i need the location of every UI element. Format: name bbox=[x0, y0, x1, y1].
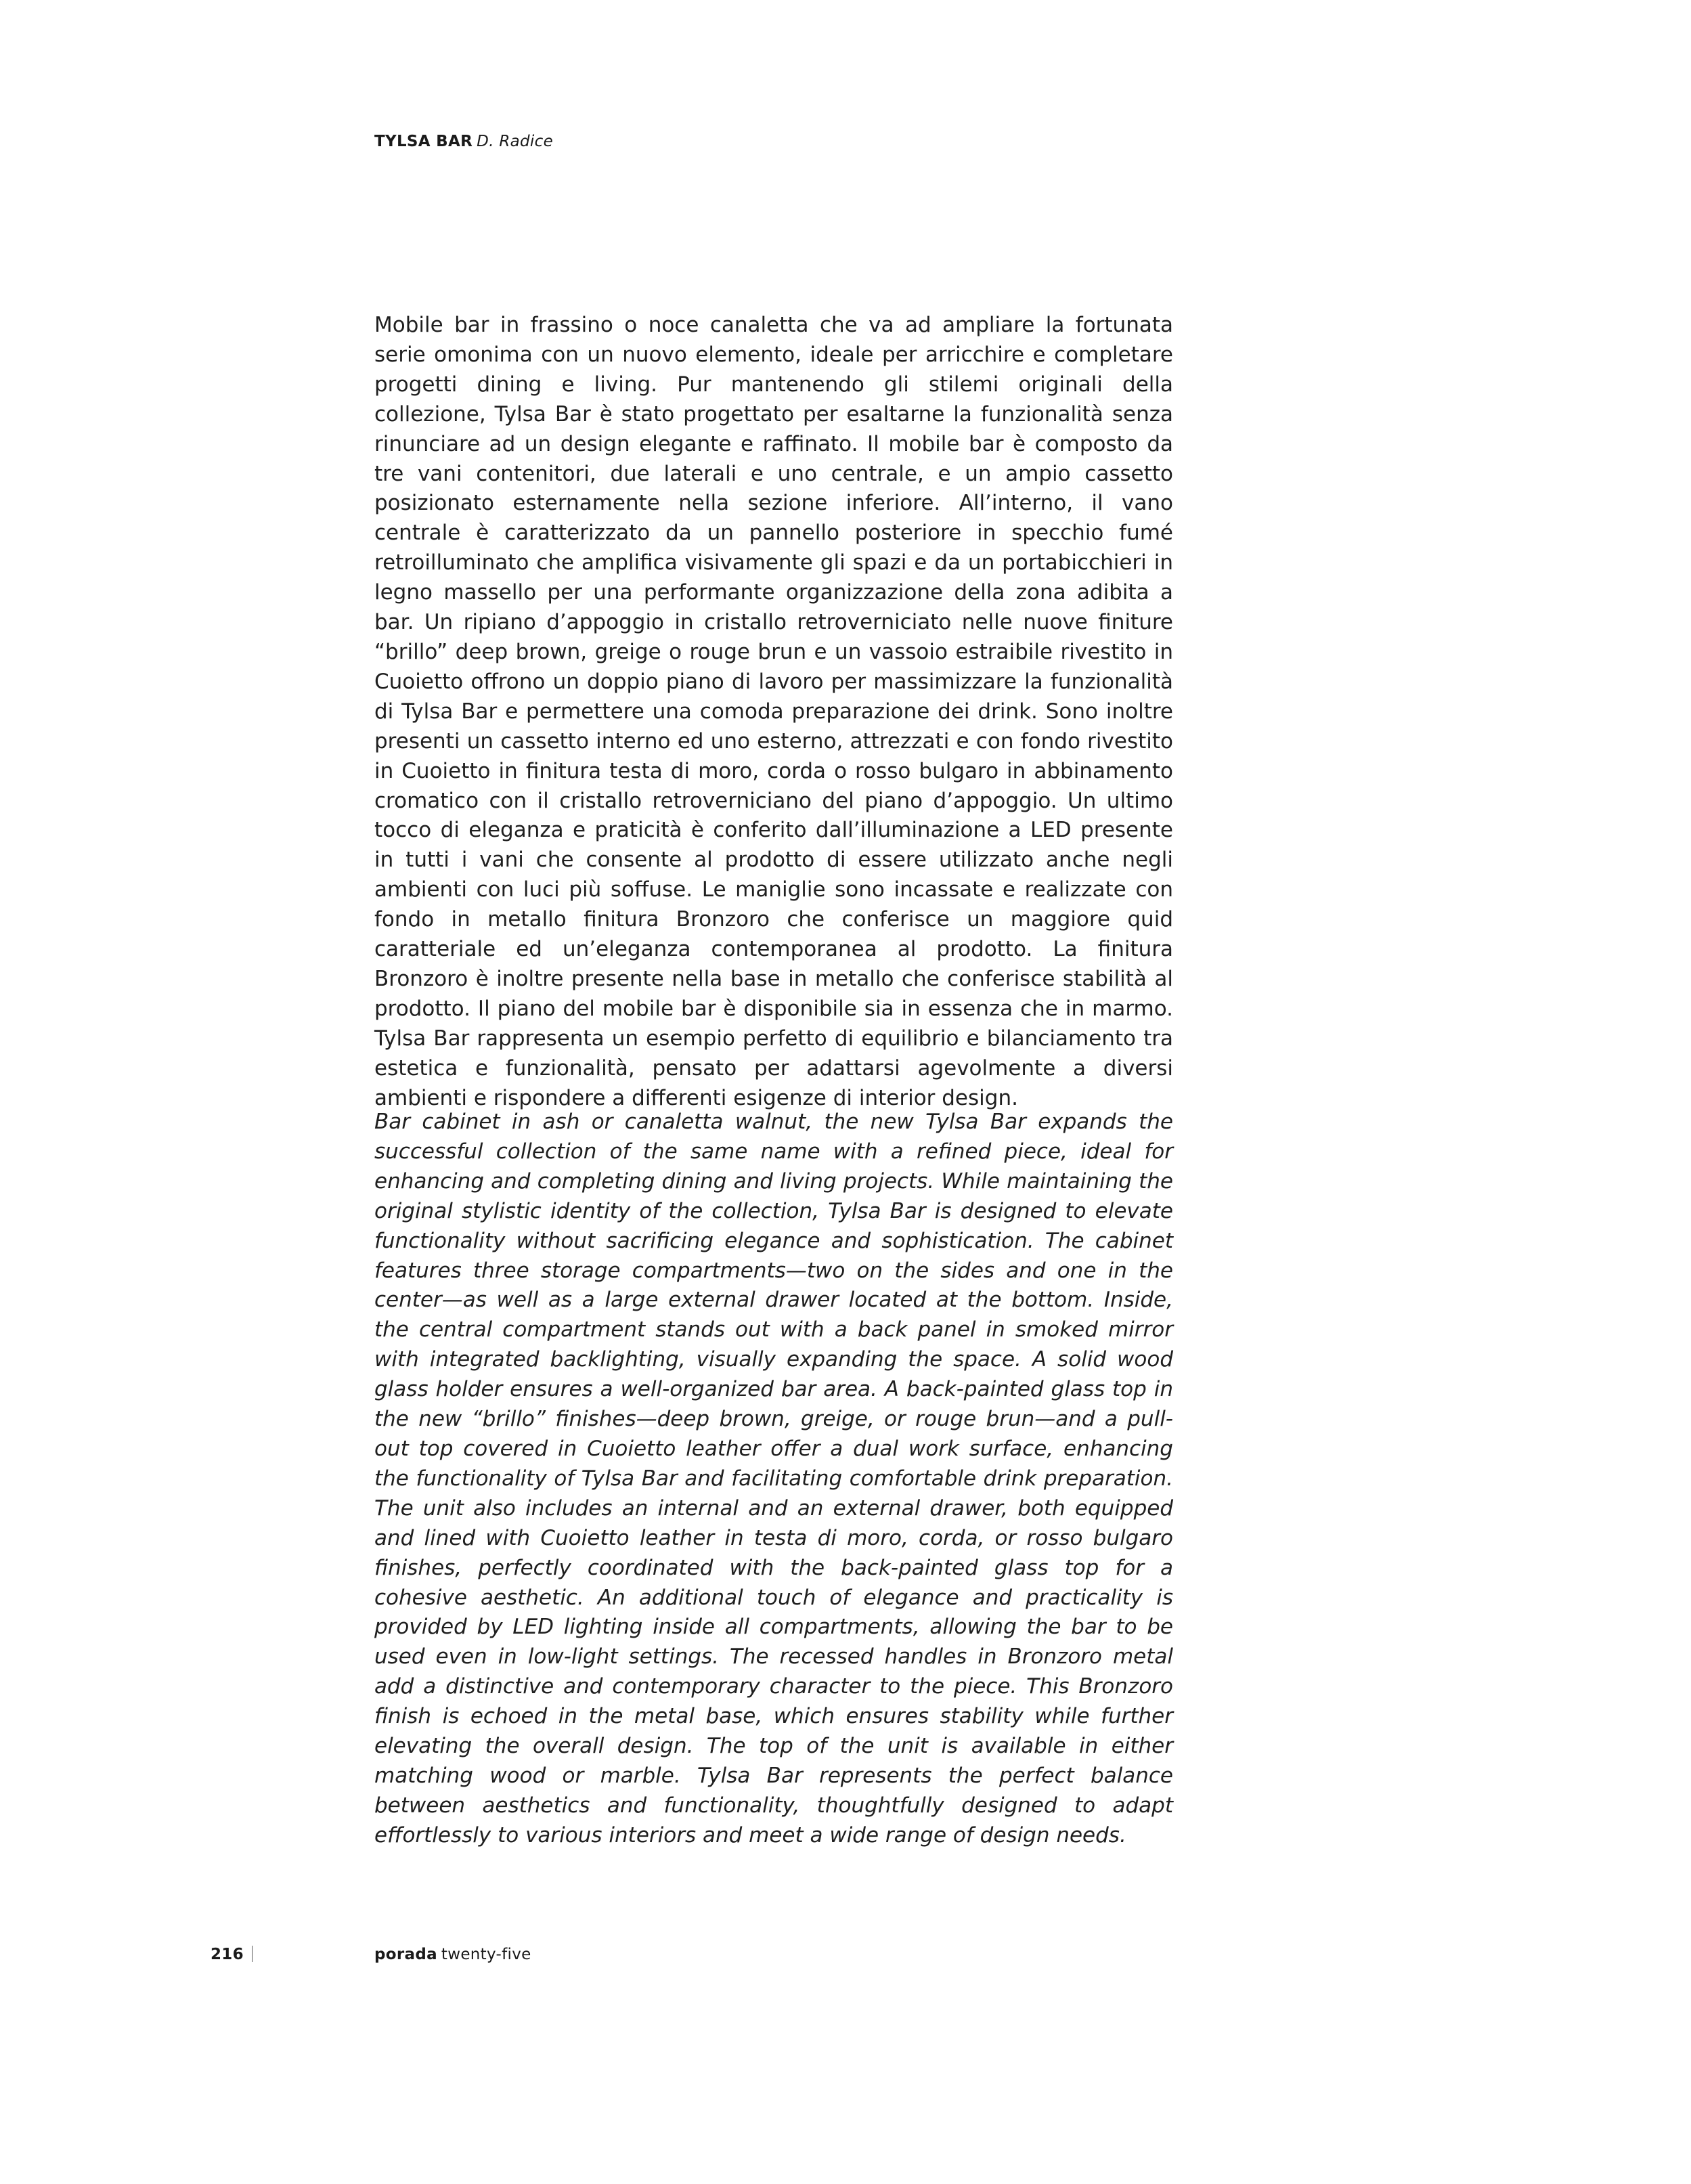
page-number: 216 bbox=[211, 1946, 244, 1963]
edition-label: twenty-five bbox=[441, 1946, 531, 1963]
product-title: TYLSA BAR bbox=[374, 133, 473, 150]
designer-name: D. Radice bbox=[477, 133, 554, 150]
brand-name: porada bbox=[374, 1946, 437, 1963]
page-header bbox=[374, 133, 553, 150]
footer-brand bbox=[374, 1946, 531, 1963]
italian-description: Mobile bar in frassino o noce canaletta che va ad ampliare la fortunata serie omonima con un nuovo elemento, ideale per arricchire e completare progetti dining e living. Pur mantenendo gli stilemi originali della collezione, Tylsa Bar è stato progettato per esaltarne la funzionalità senza rinunciare ad un design elegante e raffinato. Il mobile bar è composto da tre vani contenitori, due laterali e uno centrale, e un ampio cassetto posizionato esternamente nella sezione inferiore. All’interno, il vano centrale è caratterizzato da un pannello posteriore in specchio fumé retroilluminato che amplifica visivamente gli spazi e da un portabicchieri in legno massello per una performante organizzazione della zona adibita a bar. Un ripiano d’appoggio in cristallo retroverniciato nelle nuove finiture “brillo” deep brown, greige o rouge brun e un vassoio estraibile rivestito in Cuoietto offrono un doppio piano di lavoro per massimizzare la funzionalità di Tylsa Bar e permettere una comoda preparazione dei drink. Sono inoltre presenti un cassetto interno ed uno esterno, attrezzati e con fondo rivestito in Cuoietto in finitura testa di moro, corda o rosso bulgaro in abbinamento cromatico con il cristallo retroverniciano del piano d’appoggio. Un ultimo tocco di eleganza e praticità è conferito dall’illuminazione a LED presente in tutti i vani che consente al prodotto di essere utilizzato anche negli ambienti con luci più soffuse. Le maniglie sono incassate e realizzate con fondo in metallo finitura Bronzoro che conferisce un maggiore quid caratteriale ed un’eleganza contemporanea al prodotto. La finitura Bronzoro è inoltre presente nella base in metallo che conferisce stabilità al prodotto. Il piano del mobile bar è disponibile sia in essenza che in marmo. Tylsa Bar rappresenta un esempio perfetto di equilibrio e bilanciamento tra estetica e funzionalità, pensato per adattarsi agevolmente a diversi ambienti e rispondere a differenti esigenze di interior design. bbox=[374, 313, 1173, 1110]
english-description: Bar cabinet in ash or canaletta walnut, the new Tylsa Bar expands the successful collection of the same name with a refined piece, ideal for enhancing and completing dining and living projects. While maintaining the original stylistic identity of the collection, Tylsa Bar is designed to elevate functionality without sacrificing elegance and sophistication. The cabinet features three storage compartments—two on the sides and one in the center—as well as a large external drawer located at the bottom. Inside, the central compartment stands out with a back panel in smoked mirror with integrated backlighting, visually expanding the space. A solid wood glass holder ensures a well-organized bar area. A back-painted glass top in the new “brillo” finishes—deep brown, greige, or rouge brun—and a pull-out top covered in Cuoietto leather offer a dual work surface, enhancing the functionality of Tylsa Bar and facilitating comfortable drink preparation. The unit also includes an internal and an external drawer, both equipped and lined with Cuoietto leather in testa di moro, corda, or rosso bulgaro finishes, perfectly coordinated with the back-painted glass top for a cohesive aesthetic. An additional touch of elegance and practicality is provided by LED lighting inside all compartments, allowing the bar to be used even in low-light settings. The recessed handles in Bronzoro metal add a distinctive and contemporary character to the piece. This Bronzoro finish is echoed in the metal base, which ensures stability while further elevating the overall design. The top of the unit is available in either matching wood or marble. Tylsa Bar represents the perfect balance between aesthetics and functionality, thoughtfully designed to adapt effortlessly to various interiors and meet a wide range of design needs. bbox=[374, 1110, 1173, 1848]
page-number-block bbox=[211, 1946, 252, 1963]
